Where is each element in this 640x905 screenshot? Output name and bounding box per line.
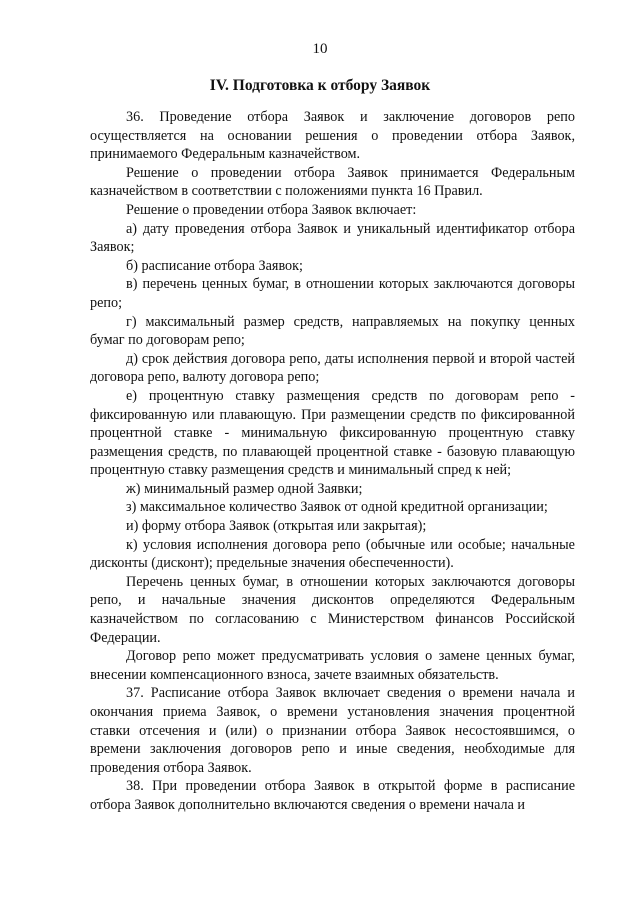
- page-number: 10: [312, 41, 328, 57]
- paragraph: б) расписание отбора Заявок;: [126, 257, 303, 274]
- paragraph: Решение о проведении отбора Заявок включает:: [126, 201, 417, 218]
- paragraph: Решение о проведении отбора Заявок принимается Федеральным казначейством в соответствии с положениями пункта 16 Правил.: [90, 164, 575, 200]
- paragraph: и) форму отбора Заявок (открытая или закрытая);: [126, 518, 427, 535]
- paragraph: Перечень ценных бумаг, в отношении которых заключаются договоры репо, и начальные значения дисконтов определяются Федеральным казначейством по согласованию с Министерством финансов Российской Федерации.: [90, 573, 575, 646]
- paragraph: а) дату проведения отбора Заявок и уникальный идентификатор отбора Заявок;: [90, 220, 575, 256]
- document-body: [90, 108, 575, 815]
- paragraph: в) перечень ценных бумаг, в отношении которых заключаются договоры репо;: [90, 276, 575, 311]
- section-title: IV. Подготовка к отбору Заявок: [209, 77, 431, 94]
- paragraph: Договор репо может предусматривать условия о замене ценных бумаг, внесении компенсационного взноса, зачете взаимных обязательств.: [90, 648, 575, 683]
- paragraph: 38. При проведении отбора Заявок в открытой форме в расписание отбора Заявок дополнительно включаются сведения о времени начала и: [90, 778, 575, 813]
- paragraph: 37. Расписание отбора Заявок включает сведения о времени начала и окончания приема Заявок, о времени установления значения процентной ставки отсечения и (или) о признании отбора Заявок несостоявшимся, о времени заключения договоров репо и иные сведения, необходимые для проведения отбора Заявок.: [90, 685, 575, 776]
- paragraph: е) процентную ставку размещения средств по договорам репо - фиксированную или плавающую. При размещении средств по фиксированной процентной ставке - минимальную фиксированную процентную ставку размещения средств, по плавающей процентной ставке - базовую плавающую процентную ставку размещения средств и минимальный спред к ней;: [90, 387, 575, 479]
- paragraph: г) максимальный размер средств, направляемых на покупку ценных бумаг по договорам репо;: [90, 313, 575, 349]
- paragraph: к) условия исполнения договора репо (обычные или особые; начальные дисконты (дисконт); предельные значения обеспеченности).: [90, 536, 575, 572]
- paragraph: ж) минимальный размер одной Заявки;: [126, 480, 363, 497]
- paragraph: з) максимальное количество Заявок от одной кредитной организации;: [126, 499, 548, 516]
- paragraph: 36. Проведение отбора Заявок и заключение договоров репо осуществляется на основании решения о проведении отбора Заявок, принимаемого Федеральным казначейством.: [90, 109, 575, 163]
- paragraph: д) срок действия договора репо, даты исполнения первой и второй частей договора репо, валюту договора репо;: [90, 350, 575, 386]
